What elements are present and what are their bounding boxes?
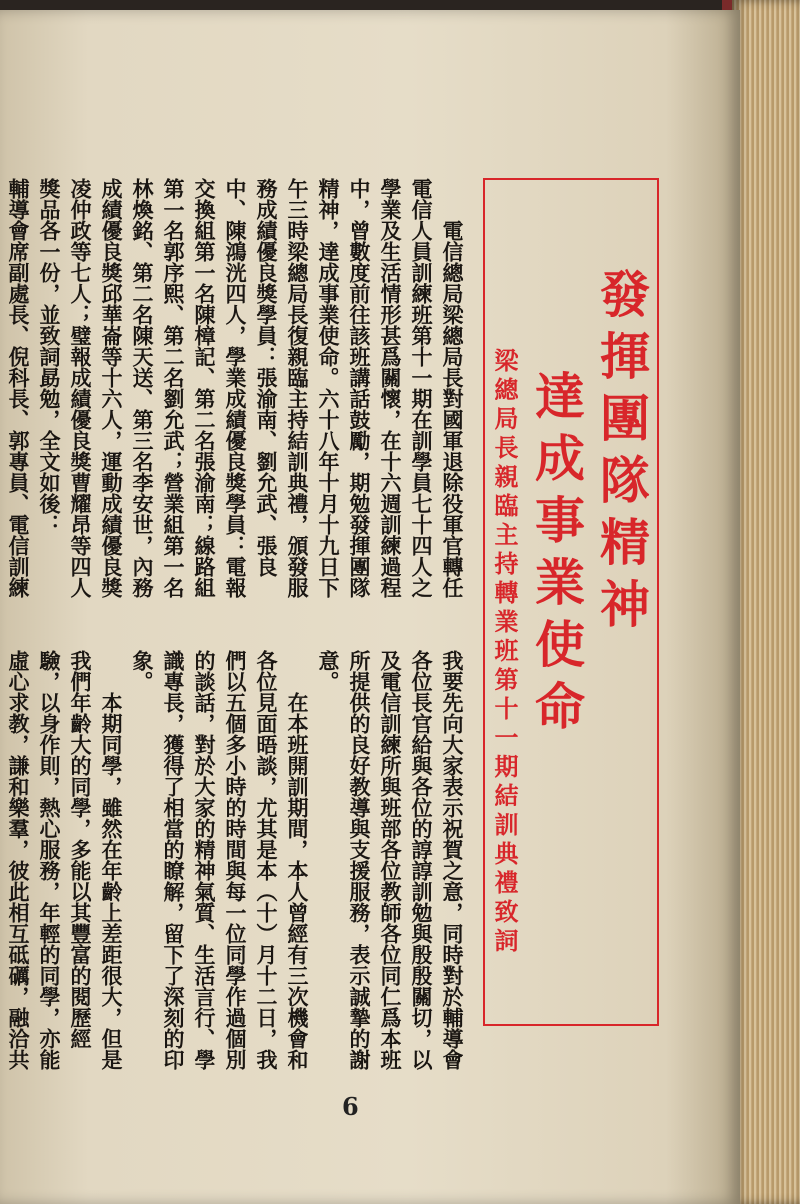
page-number: 6 [342, 1092, 359, 1121]
book-page-edges [732, 0, 800, 1204]
paragraph: 在本班開訓期間，本人曾經有三次機會和各位見面晤談，尤其是本（十）月十二日，我們以五個多小時的時間與每一位同學作過個別的談話，對於大家的精神氣質、生活言行、學識專長，獲得了相當的瞭解，留下了深刻的印象。 [130, 650, 310, 1070]
title-line-1: 發揮團隊精神 [592, 268, 651, 640]
title-line-2: 達成事業使命 [527, 370, 586, 742]
book-page [0, 10, 740, 1204]
subtitle: 梁總局長親臨主持轉業班第十一期結訓典禮致詞 [490, 348, 519, 957]
body-text-top [6, 178, 468, 618]
paragraph: 本期同學，雖然在年齡上差距很大，但是我們年齡大的同學，多能以其豐富的閱歷經驗，以身作則，熱心服務，年輕的同學，亦能虛心求教，謙和樂羣，彼此相互砥礪，融洽共 [6, 650, 124, 1070]
paragraph: 我要先向大家表示祝賀之意，同時對於輔導會各位長官給與各位的諄諄訓勉與殷殷關切，以及電信訓練所與班部各位教師各位同仁爲本班所提供的良好教導與支援服務，表示誠摯的謝意。 [316, 650, 465, 1070]
paragraph: 輔導會席副處長、倪科長、郭專員、電信訓練 [6, 178, 31, 598]
paragraph: 電信總局梁總局長對國軍退除役軍官轉任電信人員訓練班第十一期在訓學員七十四人之學業及生活情形甚爲關懷，在十六週訓練過程中，曾數度前往該班講話鼓勵，期勉發揮團隊精神，達成事業使命。六十八年十月十九日下午三時梁總局長復親臨主持結訓典禮，頒發服務成績優良獎學員：張渝南、劉允武、張良中、陳鴻洸四人，學業成績優良獎學員：電報交換組第一名陳樟記、第二名張渝南；線路組第一名郭序熙、第二名劉允武；營業組第一名林煥銘、第二名陳天送、第三名李安世，內務成績優良獎邱華崙等十六人，運動成績優良獎凌仲政等七人；璧報成績優良獎曹耀昂等四人獎品各一份，並致詞勗勉，全文如後： [37, 178, 465, 598]
body-text-bottom [6, 650, 468, 1090]
